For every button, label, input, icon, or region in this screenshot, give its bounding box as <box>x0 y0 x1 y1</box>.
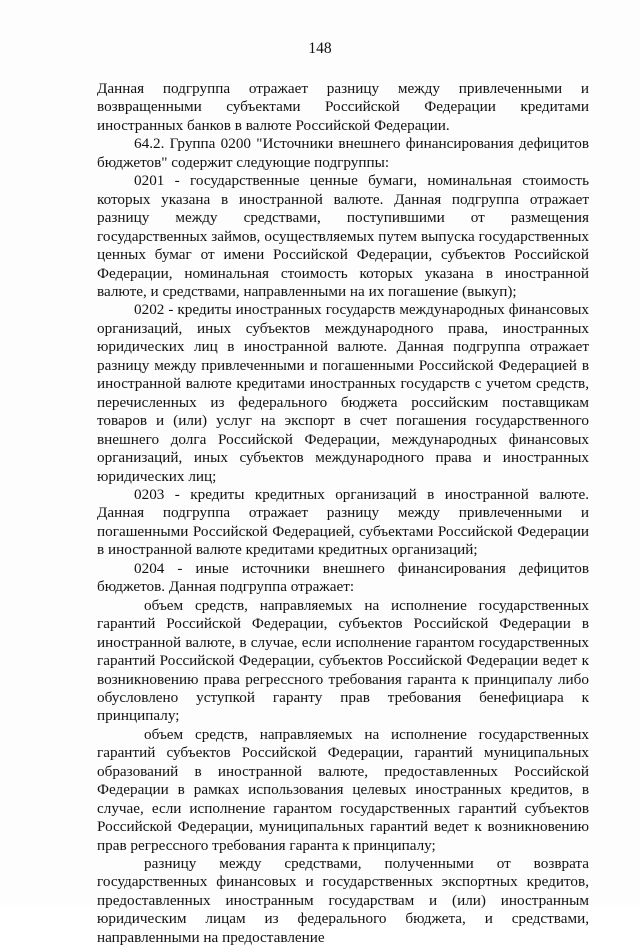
paragraph-subgroup-0203: 0203 - кредиты кредитных организаций в иностранной валюте. Данная подгруппа отражает разницу между привлеченными и погашенными Российской Федерацией, субъектами Российской Федерации в иностранной валюте кредитами кредитных организаций; <box>97 485 589 559</box>
paragraph-guarantees-municipal: объем средств, направляемых на исполнение государственных гарантий субъектов Российской Федерации, гарантий муниципальных образований в иностранной валюте, предоставленных Российской Федерации в рамках использования целевых иностранных кредитов, в случае, если исполнение гарантом государственных гарантий субъектов Российской Федерации, муниципальных гарантий ведет к возникновению прав регрессного требования гаранта к принципалу; <box>97 725 589 854</box>
paragraph-export-credits: разницу между средствами, полученными от возврата государственных финансовых и государственных экспортных кредитов, предоставленных иностранным государствам и (или) иностранным юридическим лицам из федерального бюджета, и средствами, направленными на предоставление <box>97 855 589 946</box>
paragraph-subgroup-0201: 0201 - государственные ценные бумаги, номинальная стоимость которых указана в иностранной валюте. Данная подгруппа отражает разницу между средствами, поступившими от размещения государственных займов, осуществляемых путем выпуска государственных ценных бумаг от имени Российской Федерации, субъектов Российской Федерации, номинальная стоимость которых указана в иностранной валюте, и средствами, направленными на их погашение (выкуп); <box>97 172 589 300</box>
paragraph-subgroup-0202: 0202 - кредиты иностранных государств международных финансовых организаций, иных субъектов международного права, иностранных юридических лиц в иностранной валюте. Данная подгруппа отражает разницу между привлеченными и погашенными Российской Федерацией в иностранной валюте кредитами иностранных государств с учетом средств, перечисленных из федерального бюджета российским поставщикам товаров и (или) услуг на экспорт в счет погашения государственного внешнего долга Российской Федерации, международных финансовых организаций, иных субъектов международного права и иностранных юридических лиц; <box>97 301 589 485</box>
document-body <box>97 80 589 947</box>
paragraph-subgroup-0204: 0204 - иные источники внешнего финансирования дефицитов бюджетов. Данная подгруппа отражает: <box>97 559 589 596</box>
paragraph-group-0200-heading: 64.2. Группа 0200 "Источники внешнего финансирования дефицитов бюджетов" содержит следующие подгруппы: <box>97 135 589 171</box>
paragraph-guarantees-rf: объем средств, направляемых на исполнение государственных гарантий Российской Федерации, субъектов Российской Федерации в иностранной валюте, в случае, если исполнение гарантом государственных гарантий Российской Федерации, субъектов Российской Федерации ведет к возникновению права регрессного требования гаранта к принципалу либо обусловлено уступкой гаранту прав требования бенефициара к принципалу; <box>97 596 589 725</box>
page-number: 148 <box>308 40 332 57</box>
paragraph-subgroup-summary: Данная подгруппа отражает разницу между привлеченными и возвращенными субъектами Российской Федерации кредитами иностранных банков в валюте Российской Федерации. <box>97 80 589 134</box>
